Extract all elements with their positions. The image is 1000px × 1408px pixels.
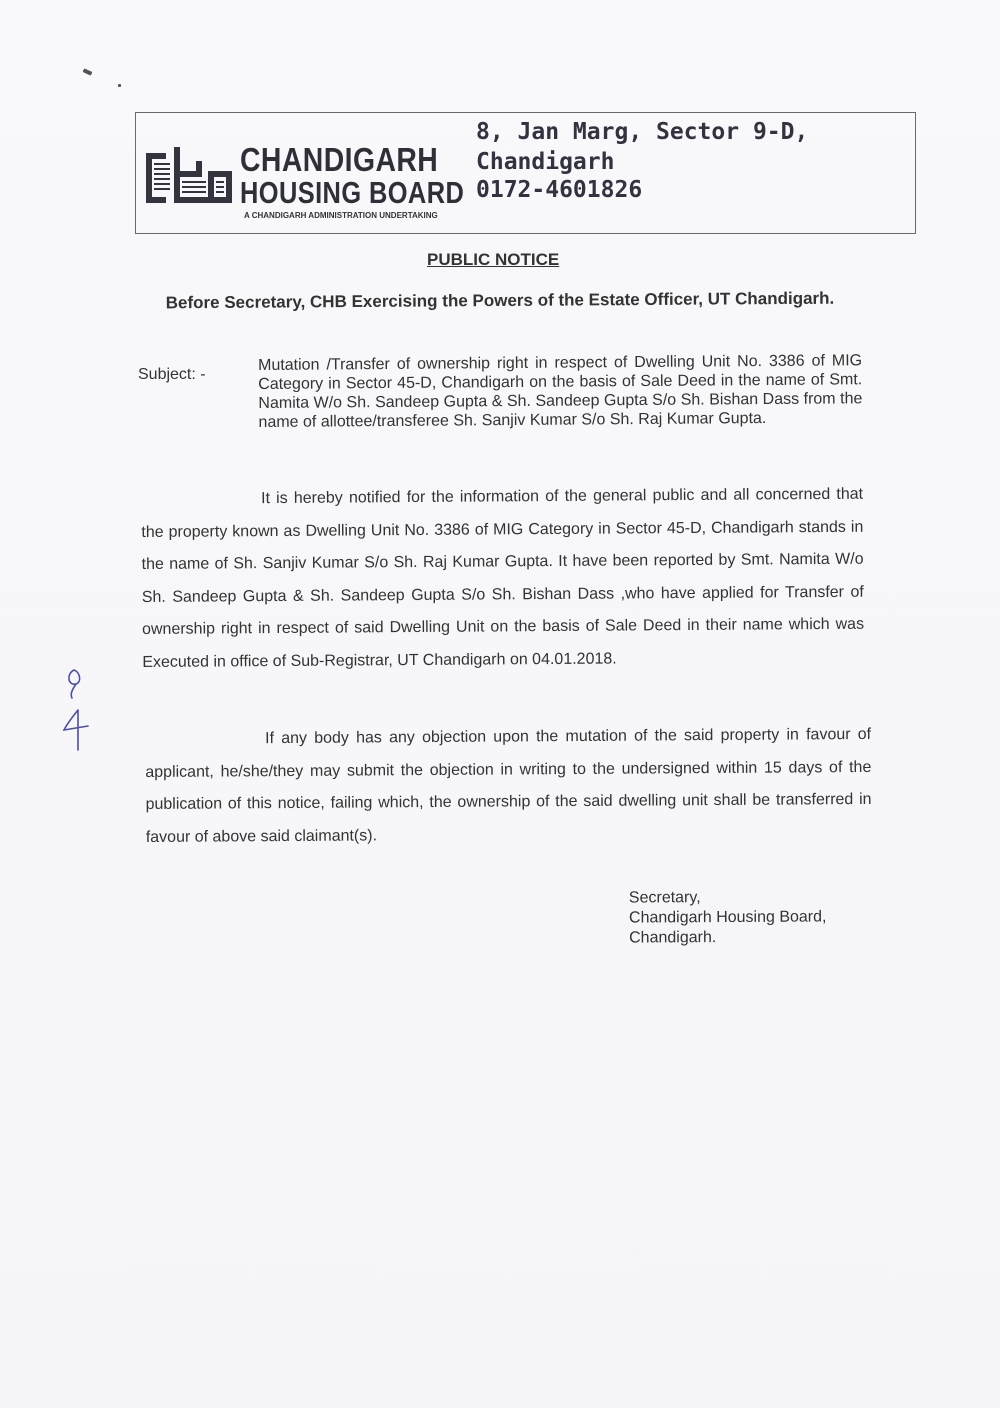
scan-speck — [83, 68, 93, 75]
signature-line-3: Chandigarh. — [629, 929, 717, 947]
address-line2: Chandigarh — [476, 149, 615, 175]
signature-line-2: Chandigarh Housing Board, — [628, 908, 827, 927]
signature-line-1: Secretary, — [628, 889, 701, 907]
phone-number: 0172-4601826 — [476, 177, 643, 203]
notice-heading: Before Secretary, CHB Exercising the Powers of the Estate Officer, UT Chandigarh. — [165, 288, 835, 313]
letterhead-box — [135, 112, 916, 234]
subject-label: Subject: - — [138, 366, 206, 383]
org-tagline: A CHANDIGARH ADMINISTRATION UNDERTAKING — [244, 211, 438, 220]
notice-paragraph-1: It is hereby notified for the information of the general public and all concerned that the property known as Dwelling Unit No. 3386 of MIG Category in Sector 45-D, Chandigarh stands in the name of Sh. Sanjiv Kumar S/o Sh. Raj Kumar Gupta. It have been reported by Smt. Namita W/o Sh. Sandeep Gupta & Sh. Sandeep Gupta S/o Sh. Bishan Dass ,who have applied for Transfer of ownership right in respect of said Dwelling Unit on the basis of Sale Deed in their name which was Executed in office of Sub-Registrar, UT Chandigarh on 04.01.2018. — [141, 485, 865, 671]
signature-block — [629, 887, 827, 948]
address-line1: 8, Jan Marg, Sector 9-D, — [476, 119, 809, 145]
notice-paragraph-2: If any body has any objection upon the mutation of the said property in favour of applicant, he/she/they may submit the objection in writing to the undersigned within 15 days of the publication of this notice, failing which, the ownership of the said dwelling unit shall be transferred in favour of above said claimant(s). — [145, 725, 872, 846]
notice-title: PUBLIC NOTICE — [427, 250, 560, 269]
org-name-line1: CHANDIGARH — [240, 141, 439, 178]
subject-text: Mutation /Transfer of ownership right in respect of Dwelling Unit No. 3386 of MIG Category in Sector 45-D, Chandigarh on the basis of Sale Deed in the name of Smt. Namita W/o Sh. Sandeep Gupta & Sh. Sandeep Gupta S/o Sh. Bishan Dass from the name of allottee/transferee Sh. Sanjiv Kumar S/o Sh. Raj Kumar Gupta. — [258, 352, 863, 431]
scan-speck — [118, 84, 121, 87]
org-name-line2: HOUSING BOARD — [240, 175, 465, 210]
handwritten-initials-mark — [58, 664, 98, 754]
chb-logo-icon — [144, 147, 234, 209]
